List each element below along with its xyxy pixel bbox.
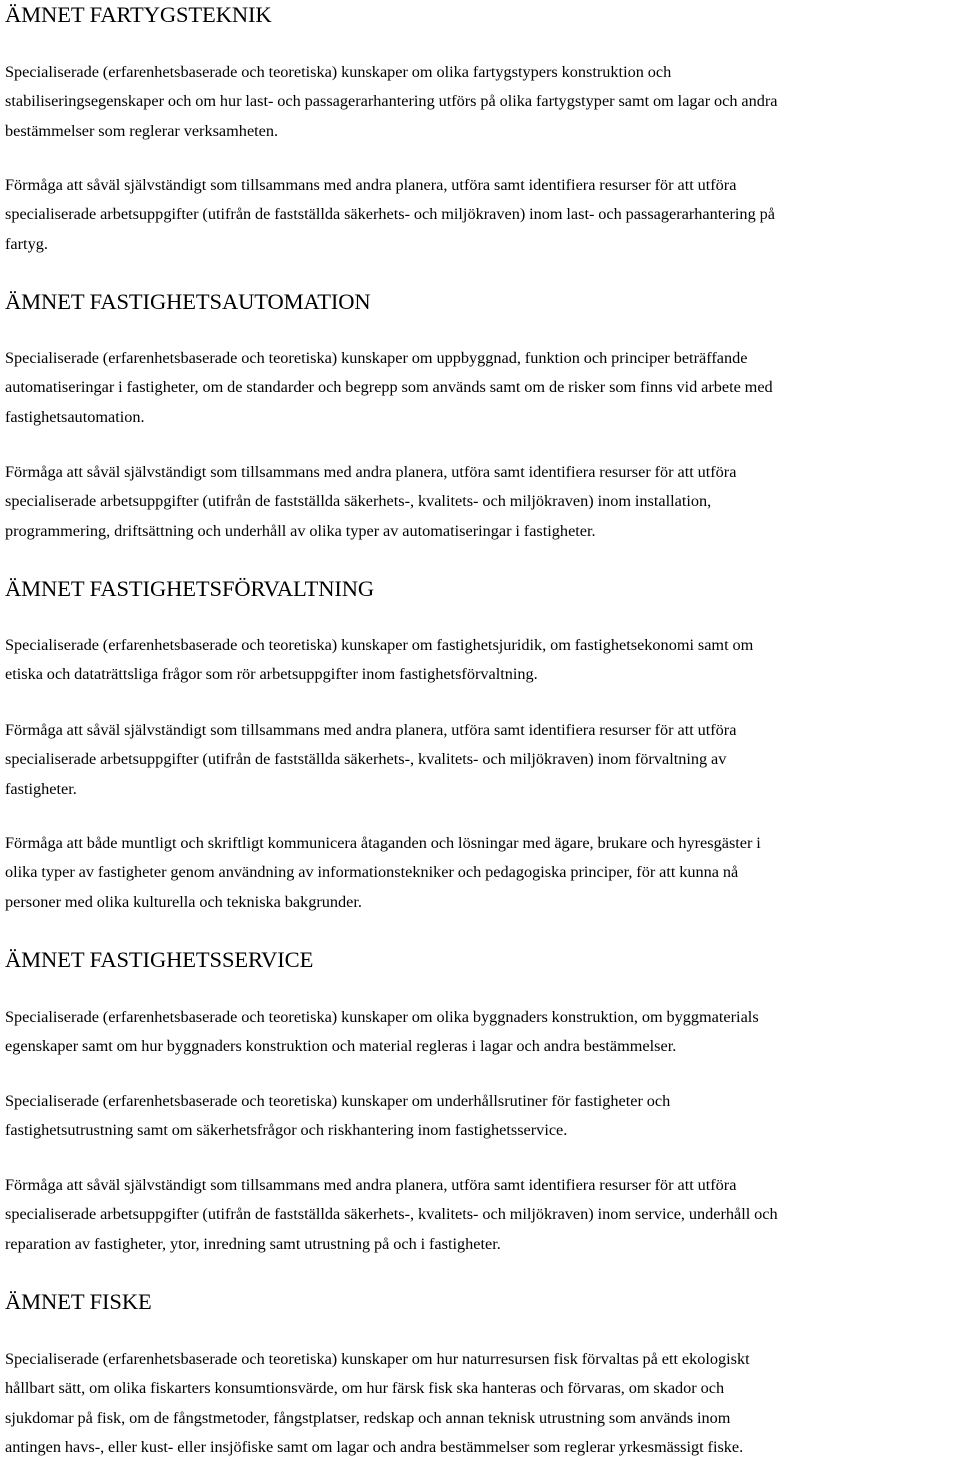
text-line: Förmåga att såväl självständigt som tillsammans med andra planera, utföra samt identifiera resurser för att utföra — [5, 721, 737, 739]
paragraph — [5, 344, 960, 432]
text-line: specialiserade arbetsuppgifter (utifrån de fastställda säkerhets-, kvalitets- och miljökraven) inom förvaltning av — [5, 750, 727, 769]
paragraph — [5, 58, 960, 146]
text-line: programmering, driftsättning och underhåll av olika typer av automatiseringar i fastigheter. — [5, 521, 596, 540]
section-heading: ÄMNET FISKE — [5, 1289, 152, 1314]
text-line: stabiliseringsegenskaper och om hur last- och passagerarhantering utförs på olika fartygstyper samt om lagar och andra — [5, 92, 778, 111]
text-line: reparation av fastigheter, ytor, inredning samt utrustning på och i fastigheter. — [5, 1234, 501, 1253]
text-line: olika typer av fastigheter genom användning av informationstekniker och pedagogiska principer, för att kunna nå — [5, 863, 739, 882]
text-line: personer med olika kulturella och tekniska bakgrunder. — [5, 892, 362, 911]
text-line: automatiseringar i fastigheter, om de standarder och begrepp som används samt om de risker som finns vid arbete med — [5, 378, 773, 397]
text-line: Specialiserade (erfarenhetsbaserade och teoretiska) kunskaper om hur naturresursen fisk förvaltas på ett ekologiskt — [5, 1350, 750, 1368]
paragraph — [5, 1003, 960, 1062]
text-line: Specialiserade (erfarenhetsbaserade och teoretiska) kunskaper om uppbyggnad, funktion och principer beträffande — [5, 349, 748, 367]
text-line: Förmåga att såväl självständigt som tillsammans med andra planera, utföra samt identifiera resurser för att utföra — [5, 463, 737, 481]
text-line: fastigheter. — [5, 779, 77, 798]
text-line: specialiserade arbetsuppgifter (utifrån de fastställda säkerhets- och miljökraven) inom last- och passagerarhantering på — [5, 205, 775, 224]
text-line: fastighetsautomation. — [5, 407, 145, 426]
section-heading: ÄMNET FARTYGSTEKNIK — [5, 2, 272, 27]
text-line: specialiserade arbetsuppgifter (utifrån de fastställda säkerhets-, kvalitets- och miljökraven) inom installation, — [5, 492, 712, 511]
text-line: etiska och dataträttsliga frågor som rör arbetsuppgifter inom fastighetsförvaltning. — [5, 665, 538, 684]
text-line: Förmåga att såväl självständigt som tillsammans med andra planera, utföra samt identifiera resurser för att utföra — [5, 176, 737, 194]
paragraph — [5, 1171, 960, 1259]
text-line: Specialiserade (erfarenhetsbaserade och teoretiska) kunskaper om fastighetsjuridik, om fastighetsekonomi samt om — [5, 636, 754, 654]
paragraph — [5, 1345, 960, 1462]
text-line: fartyg. — [5, 234, 48, 253]
text-line: Specialiserade (erfarenhetsbaserade och teoretiska) kunskaper om olika fartygstypers konstruktion och — [5, 63, 672, 81]
paragraph — [5, 716, 960, 804]
paragraph — [5, 1087, 960, 1146]
text-line: Specialiserade (erfarenhetsbaserade och teoretiska) kunskaper om underhållsrutiner för fastigheter och — [5, 1092, 671, 1110]
paragraph — [5, 829, 960, 917]
section-heading: ÄMNET FASTIGHETSFÖRVALTNING — [5, 576, 375, 601]
paragraph — [5, 631, 960, 690]
text-line: hållbart sätt, om olika fiskarters konsumtionsvärde, om hur färsk fisk ska hanteras och förvaras, om skador och — [5, 1379, 725, 1398]
text-line: egenskaper samt om hur byggnaders konstruktion och material regleras i lagar och andra bestämmelser. — [5, 1037, 677, 1056]
text-line: Specialiserade (erfarenhetsbaserade och teoretiska) kunskaper om olika byggnaders konstruktion, om byggmaterials — [5, 1008, 759, 1026]
text-line: specialiserade arbetsuppgifter (utifrån de fastställda säkerhets-, kvalitets- och miljökraven) inom service, underhåll och — [5, 1205, 778, 1224]
paragraph — [5, 458, 960, 546]
paragraph — [5, 171, 960, 259]
text-line: fastighetsutrustning samt om säkerhetsfrågor och riskhantering inom fastighetsservice. — [5, 1121, 568, 1140]
text-line: Förmåga att både muntligt och skriftligt kommunicera åtaganden och lösningar med ägare, brukare och hyresgäster i — [5, 834, 761, 852]
text-line: sjukdomar på fisk, om de fångstmetoder, fångstplatser, redskap och annan teknisk utrustning som används inom — [5, 1408, 731, 1427]
section-heading: ÄMNET FASTIGHETSAUTOMATION — [5, 289, 371, 314]
text-line: bestämmelser som reglerar verksamheten. — [5, 121, 279, 140]
text-line: Förmåga att såväl självständigt som tillsammans med andra planera, utföra samt identifiera resurser för att utföra — [5, 1176, 737, 1194]
section-heading: ÄMNET FASTIGHETSSERVICE — [5, 947, 314, 972]
text-line: antingen havs-, eller kust- eller insjöfiske samt om lagar och andra bestämmelser som reglerar yrkesmässigt fiske. — [5, 1437, 744, 1456]
